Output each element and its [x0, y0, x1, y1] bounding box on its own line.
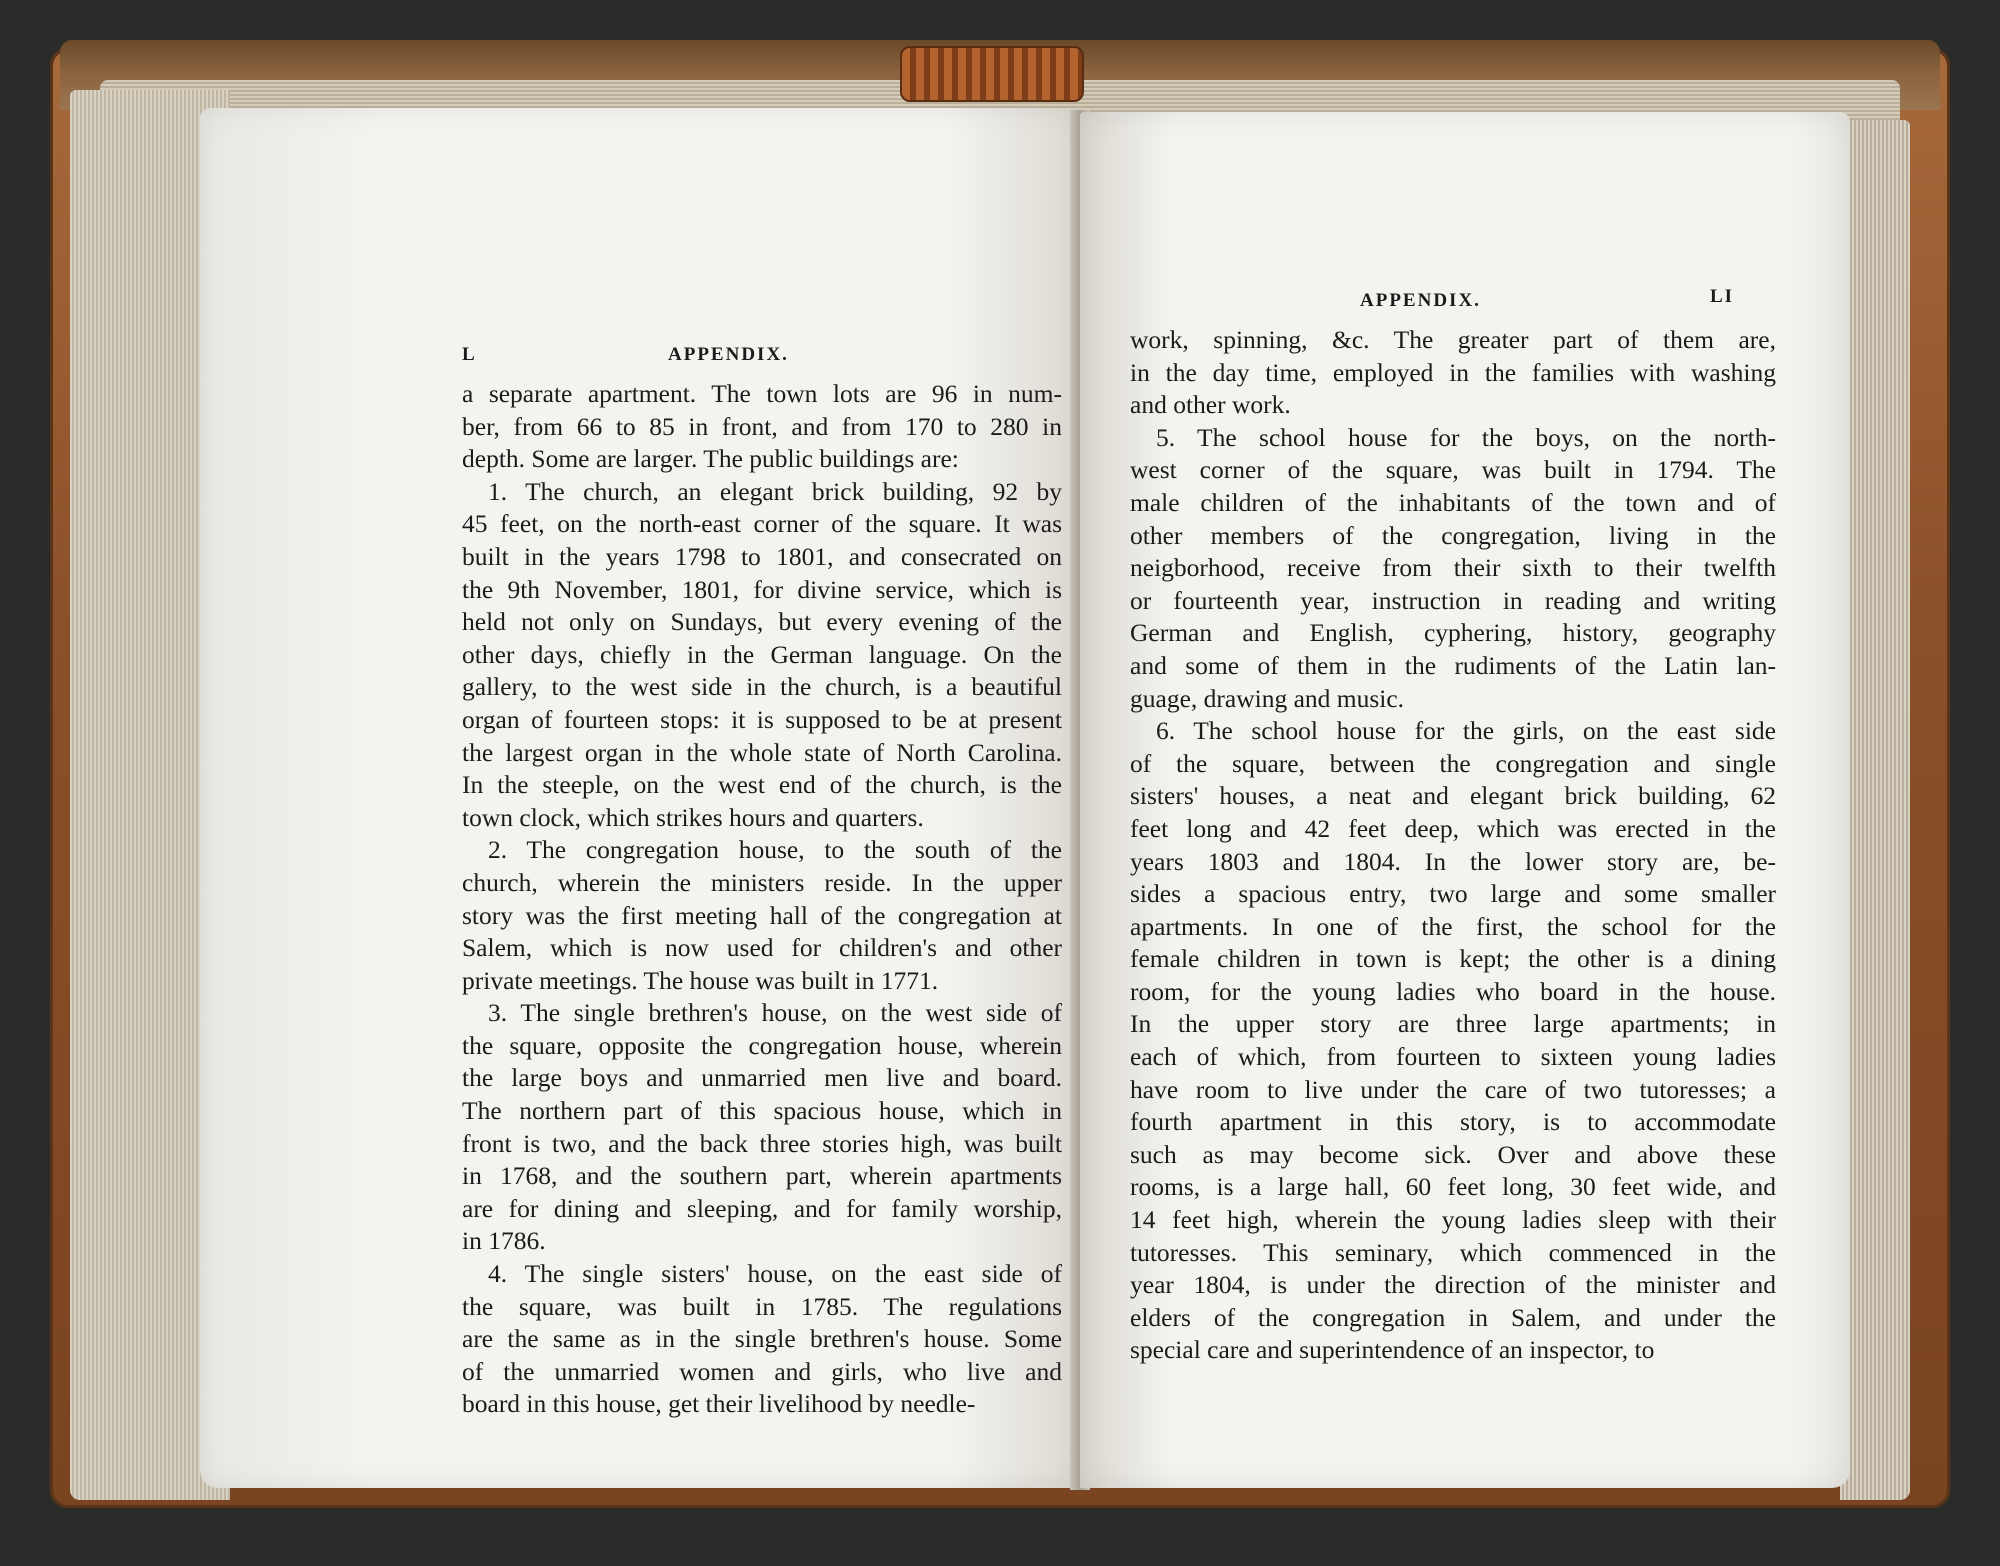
text-line: rooms, is a large hall, 60 feet long, 30 feet wide, and	[1130, 1172, 1776, 1202]
text-line: the large boys and unmarried men live and board.	[462, 1063, 1062, 1093]
right-page-body	[1130, 324, 1776, 1367]
text-line: town clock, which strikes hours and quarters.	[462, 802, 924, 832]
text-line: tutoresses. This seminary, which commenced in the	[1130, 1237, 1776, 1267]
text-line: the square, opposite the congregation house, wherein	[462, 1030, 1062, 1060]
text-line: In the steeple, on the west end of the church, is the	[462, 770, 1062, 800]
text-line: the 9th November, 1801, for divine service, which is	[462, 574, 1062, 604]
text-line: The northern part of this spacious house, which in	[462, 1096, 1062, 1126]
text-line: 2. The congregation house, to the south of the	[488, 835, 1062, 865]
text-line: held not only on Sundays, but every evening of the	[462, 607, 1062, 637]
text-line: 1. The church, an elegant brick building, 92 by	[488, 476, 1062, 506]
text-line: 5. The school house for the boys, on the north-	[1156, 422, 1776, 452]
left-running-head: APPENDIX.	[668, 344, 789, 365]
text-line: west corner of the square, was built in 1794. The	[1130, 455, 1776, 485]
text-line: and some of them in the rudiments of the Latin lan-	[1130, 650, 1776, 680]
text-line: male children of the inhabitants of the town and of	[1130, 487, 1776, 517]
page-block-right-edge	[1840, 120, 1910, 1500]
text-line: work, spinning, &c. The greater part of them are,	[1130, 325, 1776, 354]
text-line: the square, was built in 1785. The regulations	[462, 1291, 1062, 1321]
text-line: room, for the young ladies who board in the house.	[1130, 976, 1776, 1006]
text-line: of the square, between the congregation and single	[1130, 748, 1776, 778]
text-line: 6. The school house for the girls, on the east side	[1156, 716, 1776, 746]
text-line: other members of the congregation, living in the	[1130, 520, 1776, 550]
text-line: the largest organ in the whole state of North Carolina.	[462, 737, 1062, 767]
right-page	[1080, 112, 1850, 1488]
text-line: front is two, and the back three stories high, was built	[462, 1128, 1062, 1158]
text-line: German and English, cyphering, history, geography	[1130, 618, 1776, 648]
headband	[900, 46, 1084, 102]
left-page	[200, 108, 1080, 1488]
open-book	[40, 40, 1960, 1530]
right-running-head: APPENDIX.	[1360, 290, 1481, 311]
text-line: In the upper story are three large apartments; in	[1130, 1009, 1776, 1039]
text-line: in the day time, employed in the families with washing	[1130, 357, 1776, 387]
text-line: Salem, which is now used for children's and other	[462, 933, 1062, 963]
text-line: 3. The single brethren's house, on the west side of	[488, 998, 1062, 1028]
left-page-number: L	[462, 344, 477, 365]
text-line: such as may become sick. Over and above these	[1130, 1139, 1776, 1169]
text-line: elders of the congregation in Salem, and under the	[1130, 1302, 1776, 1332]
text-line: board in this house, get their livelihood by needle-	[462, 1389, 976, 1419]
text-line: have room to live under the care of two tutoresses; a	[1130, 1074, 1776, 1104]
text-line: are for dining and sleeping, and for family worship,	[462, 1193, 1062, 1223]
text-line: 4. The single sisters' house, on the east side of	[488, 1259, 1062, 1289]
text-line: in 1768, and the southern part, wherein apartments	[462, 1161, 1062, 1191]
text-line: built in the years 1798 to 1801, and consecrated on	[462, 541, 1062, 571]
text-line: special care and superintendence of an inspector, to	[1130, 1335, 1655, 1365]
text-line: gallery, to the west side in the church, is a beautiful	[462, 672, 1062, 702]
text-line: each of which, from fourteen to sixteen young ladies	[1130, 1042, 1776, 1072]
text-line: are the same as in the single brethren's house. Some	[462, 1324, 1062, 1354]
text-line: of the unmarried women and girls, who live and	[462, 1356, 1062, 1386]
text-line: private meetings. The house was built in 1771.	[462, 965, 939, 995]
text-line: feet long and 42 feet deep, which was erected in the	[1130, 813, 1776, 843]
text-line: apartments. In one of the first, the school for the	[1130, 911, 1776, 941]
text-line: in 1786.	[462, 1226, 546, 1256]
text-line: or fourteenth year, instruction in reading and writing	[1130, 585, 1776, 615]
text-line: depth. Some are larger. The public buildings are:	[462, 444, 959, 474]
text-line: sides a spacious entry, two large and some smaller	[1130, 879, 1776, 909]
text-line: female children in town is kept; the other is a dining	[1130, 944, 1776, 974]
right-page-number: LI	[1710, 286, 1735, 307]
text-line: church, wherein the ministers reside. In the upper	[462, 867, 1062, 897]
text-line: other days, chiefly in the German language. On the	[462, 639, 1062, 669]
text-line: and other work.	[1130, 390, 1291, 420]
text-line: year 1804, is under the direction of the minister and	[1130, 1270, 1776, 1300]
text-line: 45 feet, on the north-east corner of the square. It was	[462, 509, 1062, 539]
text-line: a separate apartment. The town lots are 96 in num-	[462, 379, 1062, 408]
text-line: ber, from 66 to 85 in front, and from 170 to 280 in	[462, 411, 1062, 441]
text-line: story was the first meeting hall of the congregation at	[462, 900, 1062, 930]
text-line: neigborhood, receive from their sixth to their twelfth	[1130, 553, 1776, 583]
text-line: 14 feet high, wherein the young ladies sleep with their	[1130, 1205, 1776, 1235]
text-line: sisters' houses, a neat and elegant brick building, 62	[1130, 781, 1776, 811]
left-page-body	[462, 378, 1062, 1421]
text-line: organ of fourteen stops: it is supposed to be at present	[462, 704, 1062, 734]
text-line: fourth apartment in this story, is to accommodate	[1130, 1107, 1776, 1137]
text-line: years 1803 and 1804. In the lower story are, be-	[1130, 846, 1776, 876]
text-line: guage, drawing and music.	[1130, 683, 1405, 713]
